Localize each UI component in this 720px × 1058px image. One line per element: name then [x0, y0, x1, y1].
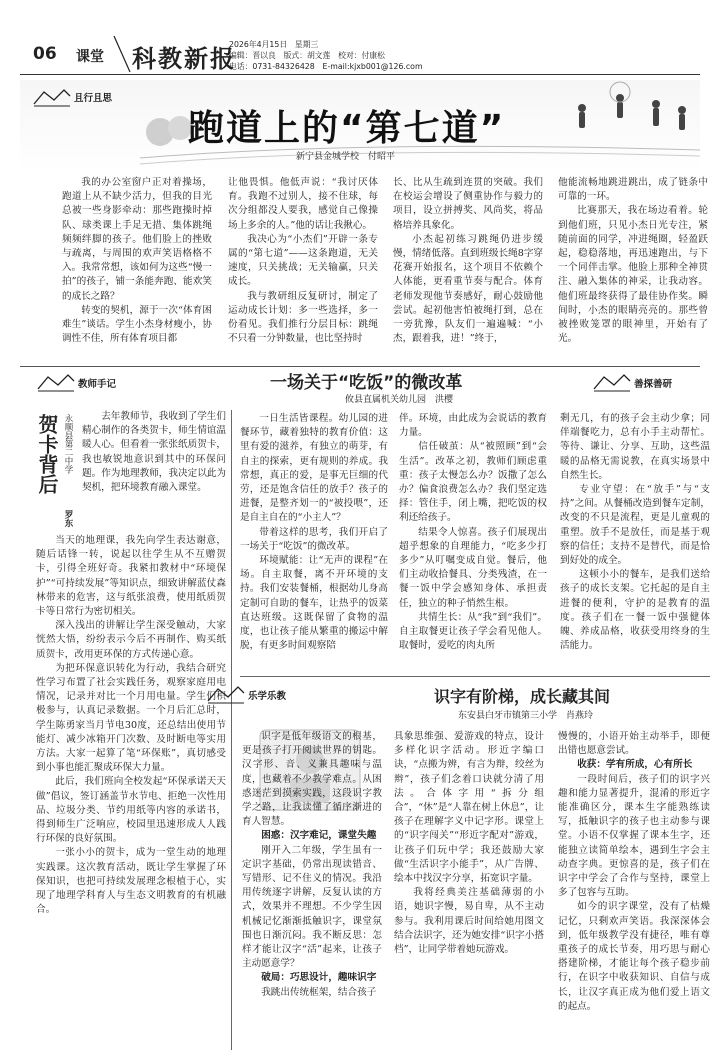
paragraph: 刚开入二年级，学生虽有一定识字基础，仍常出现读错音、写错形、记不住义的情况。我沿用传统逐字讲解，反复认读的方式，效果并不理想。不少学生因机械记忆渐渐抵触识字，课堂氛围也日渐沉闷。我不断反思：怎样才能让汉字“活”起来，让孩子主动愿意学？: [242, 844, 382, 970]
paragraph: 深入浅出的讲解让学生深受触动，大家恍然大悟，纷纷表示今后不再制作、购买纸质贺卡，改用更环保的方式传递心意。: [36, 620, 226, 660]
paragraph: 共情生长：从“我”到“我们”。自主取餐更让孩子学会看见他人。取餐时，爱吃的肉丸所: [399, 611, 547, 652]
paragraph: 去年教师节，我收到了学生们精心制作的各类贺卡，师生情谊温暖人心。但看着一张张纸质贺卡，我也敏锐地意识到其中的环保问题。作为地理教师，我决定以此为契机，把环境教育融入课堂。: [82, 411, 226, 494]
paragraph: 专业守望：在“放手”与“支持”之间。从餐桶改造到餐车定制，改变的不只是流程，更是儿童观的重塑。放手不是放任，而是基于观察的信任；支持不是替代，而是恰到好处的成全。: [560, 484, 710, 567]
article3-col1: [82, 410, 226, 530]
paragraph: 转变的契机，源于一次“体育困难生”谈话。学生小杰身材瘦小，协调性不佳，所有体育项目都: [62, 304, 212, 345]
article2-col1: [240, 412, 388, 670]
paragraph: 如今的识字课堂，没有了枯燥记忆，只剩欢声笑语。我深深体会到，低年级教学没有捷径，唯有尊重孩子的成长节奏，用巧思与耐心搭建阶梯，才能让每个孩子稳步前行，在识字中收获知识、自信与成长，让汉字真正成为他们爱上语文的起点。: [558, 901, 710, 1012]
header-slash-icon: [112, 34, 132, 74]
article4-col3: [558, 730, 710, 1052]
article2-col2: [399, 412, 547, 670]
article3-vertical-divider: [231, 410, 232, 1050]
paragraph: 让他畏惧。他低声说：“我讨厌体育。我跑不过别人，接不住球，每次分组都没人要我，感觉自己像操场上多余的人。”他的话让我揪心。: [228, 177, 378, 231]
section-divider: [20, 366, 700, 367]
paragraph: 比赛那天，我在场边看着。轮到他们班，只见小杰日光专注，紧随前面的同学，冲进绳圈，轻盈跃起，稳稳落地，再迅速跑出，与下一个同伴击掌。他脸上那种全神贯注、融入集体的神采，让我动容。他们班最终获得了最佳协作奖。瞬间时，小杰的眼睛亮亮的。那些曾被挫败笼罩的眼神里，开始有了光。: [558, 205, 708, 345]
paragraph: 我跳出传统框架，结合孩子: [261, 986, 377, 998]
contact-line: 电话：0731-84326428 E-mail:kjxb001@126.com: [229, 62, 423, 71]
paragraph: 当天的地理课，我先向学生表达谢意，随后话锋一转，说起以往学生从不互赠贺卡，引得全班好奇。我紧扣教材中“环境保护”“可持续发展”等知识点，细致讲解蓝仗森林带来的危害，这与纸张浪费，使用纸质贺卡等日常行为密切相关。: [36, 535, 226, 618]
article1-col2: [228, 176, 378, 362]
article3-author-school: 永顺县第二中学: [63, 414, 73, 474]
article4-col1: [242, 730, 382, 1052]
paragraph: 我决心为“小杰们”开辟一条专属的“第七道”——这条跑道，无关速度，只关挑战；无关输赢，只关成长。: [228, 233, 378, 288]
paragraph: 此后，我们班向全校发起“环保承诺天天做”倡议，签订涵盖节水节电、拒绝一次性用品、垃圾分类、节约用纸等内容的承诺书，得到师生广泛响应，校园里迅速形成人人践行环保的良好氛围。: [36, 776, 226, 845]
subheading: 困惑：汉字难记，课堂失趣: [261, 830, 377, 842]
paragraph: 我的办公室窗户正对着操场，跑道上从不缺少活力，但我的目光总被一些身影牵动：那些跑操时掉队、球类课上手足无措、集体跳绳频频绊脚的孩子。他们脸上的挫败与疏离，与周围的欢声笑语格格不入。我常常想，该如何为这些“慢一拍”的孩子，铺一条能奔跑、能欢笑的成长之路？: [62, 177, 212, 302]
article1-byline: 新宁县金城学校 付昭平: [296, 152, 396, 162]
header-rule: [20, 74, 700, 75]
paragraph: 伴。环境，由此成为会说话的教育力量。: [399, 413, 547, 439]
date-line: 2026年4月15日 星期三: [229, 40, 319, 49]
paper-name: 科教新报: [132, 44, 236, 73]
paragraph: 长、比从生疏到连贯的突破。我们在校运会增设了侧重协作与毅力的项目，设立拼搏奖、风尚奖，将品格培养具象化。: [393, 177, 543, 231]
paragraph: 识字是低年级语文的根基，更是孩子打开阅读世界的钥匙。汉字形、音、义兼具趣味与温度，也藏着不少教学难点。从困惑迷茫到摸索实践，这段识字教学之路，让我读懂了循序渐进的育人智慧。: [242, 731, 382, 828]
paragraph: 我将经典美注基础薄弱的小语，她识字慢，易自卑，从不主动参与。我利用课后时间给她用图文结合法识字，还为她安排“识字小搭档”，让同学带着她玩游戏。: [394, 887, 544, 956]
paragraph: 慢慢的，小语开始主动举手，即便出错也愿意尝试。: [558, 731, 710, 757]
article4-tag: 乐学乐教: [248, 691, 287, 702]
article1-title: 跑道上的“第七道”: [188, 108, 506, 149]
article4-title: 识字有阶梯，成长藏其间: [434, 687, 611, 706]
article3-author: 罗东: [63, 510, 73, 527]
paragraph: 带着这样的思考，我们开启了一场关于“吃饭”的微改革。: [240, 526, 388, 552]
page-header: [0, 0, 720, 80]
paragraph: 信任破茧：从“被照顾”到“会生活”。改革之初，教师们顾虑重重：孩子太慢怎么办？饭撒了怎么办？偏食浪费怎么办？我们坚定选择：管住手，闭上嘴，把吃饭的权利还给孩子。: [399, 441, 547, 524]
paragraph: 具象思维强、爱游戏的特点，设计多样化识字活动。形近字编口诀，“点搬为辨，有言为辩，绞丝为辫”，孩子们念着口诀就分清了用法。合体字用“拆分组合”，“休”是“人靠在树上休息”，让孩子在理解字义中记字形。课堂上的“识字闯关”“形近字配对”游戏，让孩子们玩中学；我还鼓励大家做“生活识字小能手”，从广告牌、绘本中找汉字分享，拓宽识字量。: [394, 731, 544, 885]
paragraph: 为把环保意识转化为行动，我结合研究性学习布置了社会实践任务，观察家庭用电情况，记录并对比一个月用电量。学生们积极参与，认真记录数据。一个月后汇总时，学生陈勇家当月节电30度，还总结出使用节能灯、减少冰箱开门次数、及时断电等实用方法。大家一起算了笔“环保账”，真切感受到小事也能汇聚成环保大力量。: [36, 662, 226, 774]
article1-col3: [393, 176, 543, 362]
article1-col4: [558, 176, 708, 362]
paragraph: 一段时间后，孩子们的识字兴趣和能力显著提升，混淆的形近字能准确区分，课本生字能熟练读写，抵触识字的孩子也主动参与课堂。小语不仅掌握了课本生字，还能独立读简单绘本，遇到生字会主动查字典。更惊喜的是，孩子们在识字中学会了合作与坚持，课堂上多了包容与互助。: [558, 773, 710, 899]
article2-byline: 攸县直属机关幼儿园 洪樱: [345, 395, 454, 405]
paragraph: 我与教研组反复研讨，制定了运动成长计划：多一些选择，多一份看见。我们推行分层目标：跳绳不只看一分钟数量，也比坚持时: [228, 290, 378, 345]
column-tag-icon: [36, 371, 76, 393]
article1-tag: 且行且思: [74, 93, 113, 104]
paragraph: 这顿小小的餐车，是我们送给孩子的成长支架。它托起的是自主进餐的便利，守护的是教育的温度。孩子们在一餐一饭中强健体魄、养成品格，收获受用终身的生活能力。: [560, 569, 710, 652]
editors-line: 编辑：晋以良 版式：胡文莲 校对：付康松: [229, 51, 385, 60]
article4-divider: [240, 676, 710, 677]
article4-col2: [394, 730, 544, 1052]
article2-tag: 教师手记: [78, 379, 117, 390]
article3-col1-body: [36, 534, 226, 1050]
article4-byline: 东安县白牙市镇第三小学 肖燕玲: [458, 711, 594, 721]
paragraph: 小杰起初练习跳绳仍进步缓慢，情绪低落。直到班级长绳8字穿花赛开始报名，这个项目不依赖个人体能，更看重节奏与配合。体育老师发现他节奏感好，耐心鼓励他尝试。起初他害怕被绳打到，总在一旁犹豫，队友们一遍遍喊：“小杰，跟着我，进！”终于，: [393, 233, 543, 345]
column-tag-icon: [592, 371, 632, 393]
article1-banner: [20, 80, 700, 172]
paragraph: 结果令人惊喜。孩子们展现出超乎想象的自理能力，“吃多少打多少”从叮嘱变成自觉。餐后，他们主动收拾餐具、分类残渣，在一餐一饭中学会感知身体、承担责任，独立的种子悄然生根。: [399, 526, 547, 609]
subheading: 破局：巧思设计，趣味识字: [261, 972, 377, 984]
subheading: 收获：学有所成，心有所长: [577, 759, 693, 771]
article2-col3: [560, 412, 710, 670]
paragraph: 一张小小的贺卡，成为一堂生动的地理实践课。这次教育活动，既让学生掌握了环保知识，也把可持续发展理念根植于心，实现了地理学科育人与生态文明教育的有机融合。: [36, 847, 226, 916]
section-name: 课堂: [76, 49, 104, 65]
paragraph: 环境赋能：让“无声的课程”在场。自主取餐，离不开环境的支持。我们安装餐桶，根据幼儿身高定制可自助的餐车，让热乎的饭菜直达班级。这既保留了食物的温度，也让孩子能从繁重的搬运中解脱，有更多时间观察陪: [240, 555, 388, 652]
article2-title: 一场关于“吃饭”的微改革: [270, 373, 463, 393]
paragraph: 剩无几，有的孩子会主动少拿；同伴端餐吃力，总有小手主动帮忙。等待、谦让、分享、互助，这些温暖的品格无需说教，在真实场景中自然生长。: [560, 413, 710, 481]
column-tag-icon: [206, 683, 246, 705]
page-number: 06: [33, 44, 57, 64]
article2-tag-right: 善探善研: [634, 379, 673, 390]
paragraph: 一日生活皆课程。幼儿园的进餐环节，藏着独特的教育价值：这里有爱的滋养，有独立的萌芽，有自主的探索，更有规则的养成。我常想，真正的爱，是事无巨细的代劳，还是饱含信任的放手？孩子的进餐，是整齐划一的“被投喂”，还是自主自在的“小主人”？: [240, 413, 388, 524]
paragraph: 他能流畅地跳进跳出，成了链条中可靠的一环。: [558, 177, 708, 203]
article3-title: 贺卡背后: [35, 414, 59, 494]
column-tag-icon: [32, 86, 72, 108]
article1-col1: [62, 176, 212, 362]
